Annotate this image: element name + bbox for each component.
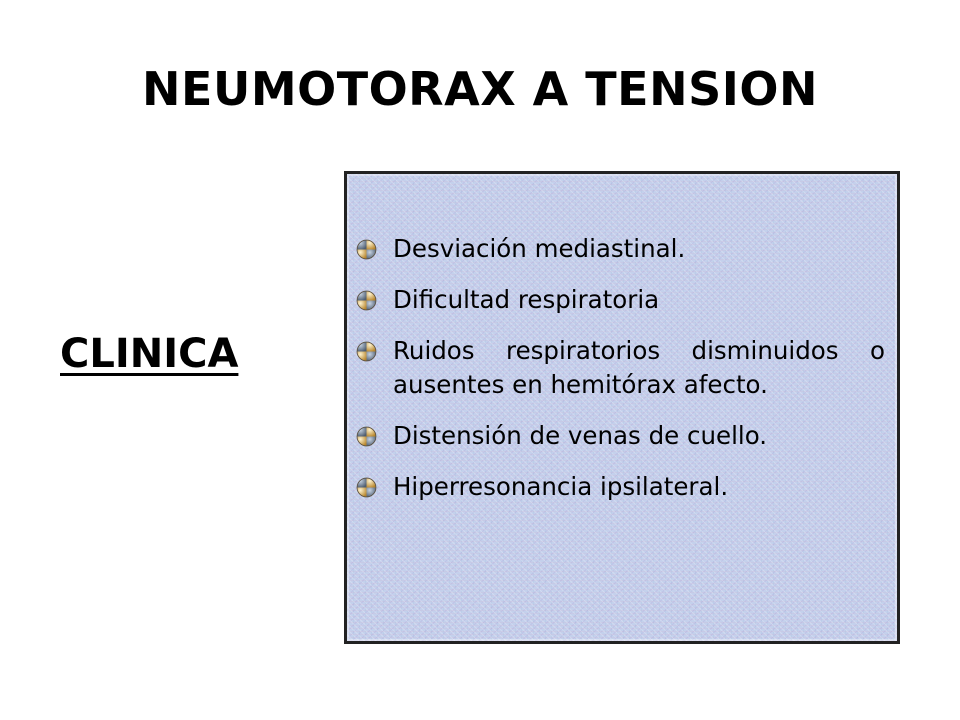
list-item: [347, 283, 897, 317]
bullet-text: Distensión de venas de cuello.: [393, 421, 768, 450]
bullet-text: Dificultad respiratoria: [393, 285, 660, 314]
bullet-text: Desviación mediastinal.: [393, 234, 686, 263]
list-item: [347, 334, 897, 402]
list-item: [347, 232, 897, 266]
quartered-sphere-icon: [356, 426, 377, 447]
quartered-sphere-icon: [356, 290, 377, 311]
bullet-text: Hiperresonancia ipsilateral.: [393, 472, 729, 501]
quartered-sphere-icon: [356, 341, 377, 362]
bullet-text: Ruidos respiratorios disminuidos o ausentes en hemitórax afecto.: [393, 336, 885, 399]
list-item: [347, 419, 897, 453]
quartered-sphere-icon: [356, 239, 377, 260]
quartered-sphere-icon: [356, 477, 377, 498]
slide-title: NEUMOTORAX A TENSION: [142, 62, 818, 116]
section-label-clinica: CLINICA: [60, 331, 239, 377]
symptom-list: [347, 232, 897, 521]
symptoms-box: [344, 171, 900, 644]
list-item: [347, 470, 897, 504]
